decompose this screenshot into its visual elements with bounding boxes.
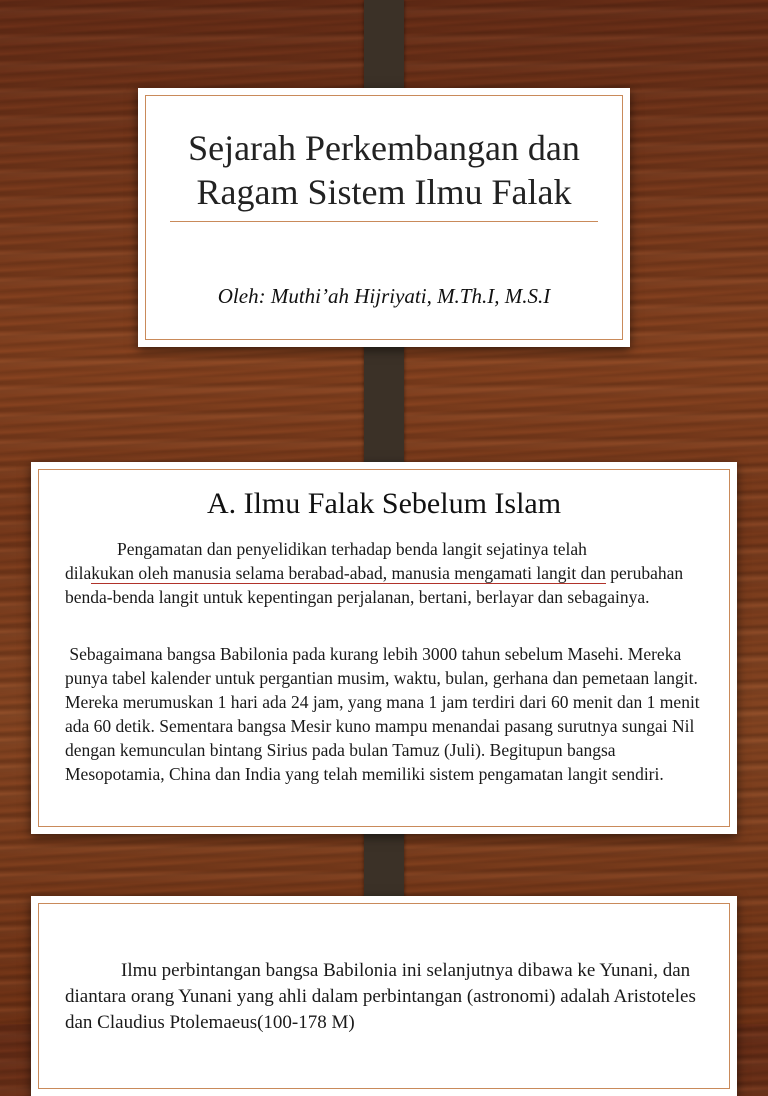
section-heading: A. Ilmu Falak Sebelum Islam [206,487,562,520]
paragraph-3-text: Ilmu perbintangan bangsa Babilonia ini selanjutnya dibawa ke Yunani, dan diantara orang Yunani yang ahli dalam perbintangan (astronomi) adalah Aristoteles dan Claudius Ptolemaeus(100-178 M) [65,960,696,1033]
paragraph-1-underlined-text: kukan oleh manusia selama berabad-abad, manusia mengamati langit dan [91,563,606,583]
slide-title-line-1: Sejarah Perkembangan dan [188,128,580,168]
paragraph-1 [65,537,709,609]
content-slide-2 [31,896,737,1096]
paragraph-2-text: Sebagaimana bangsa Babilonia pada kurang lebih 3000 tahun sebelum Masehi. Mereka punya tabel kalender untuk pergantian musim, waktu, bulan, gerhana dan pemetaan langit. Mereka merumuskan 1 hari ada 24 jam, yang mana 1 jam terdiri dari 60 menit dan 1 menit ada 60 detik. Sementara bangsa Mesir kuno mampu menandai pasang surutnya sungai Nil dengan kemunculan bintang Sirius pada bulan Tamuz (Juli). Begitupun bangsa Mesopotamia, China dan India yang telah memiliki sistem pengamatan langit sendiri. [65,644,700,784]
paragraph-1-lead: dila [65,563,92,583]
author-line: Oleh: Muthi’ah Hijriyati, M.Th.I, M.S.I [217,284,551,308]
paragraph-1-line-1: Pengamatan dan penyelidikan terhadap benda langit sejatinya telah [117,539,587,559]
paragraph-3 [65,958,709,1036]
paragraph-1-rest: perubahan benda-benda langit untuk kepentingan perjalanan, bertani, berlayar dan sebagainya. [65,563,684,607]
connector-strip-middle [364,330,404,482]
slide-title-line-2: Ragam Sistem Ilmu Falak [196,172,572,212]
slide-title [138,126,630,214]
paragraph-2 [65,642,709,786]
content-slide-1 [31,462,737,834]
title-divider [170,221,598,222]
title-slide [138,88,630,347]
